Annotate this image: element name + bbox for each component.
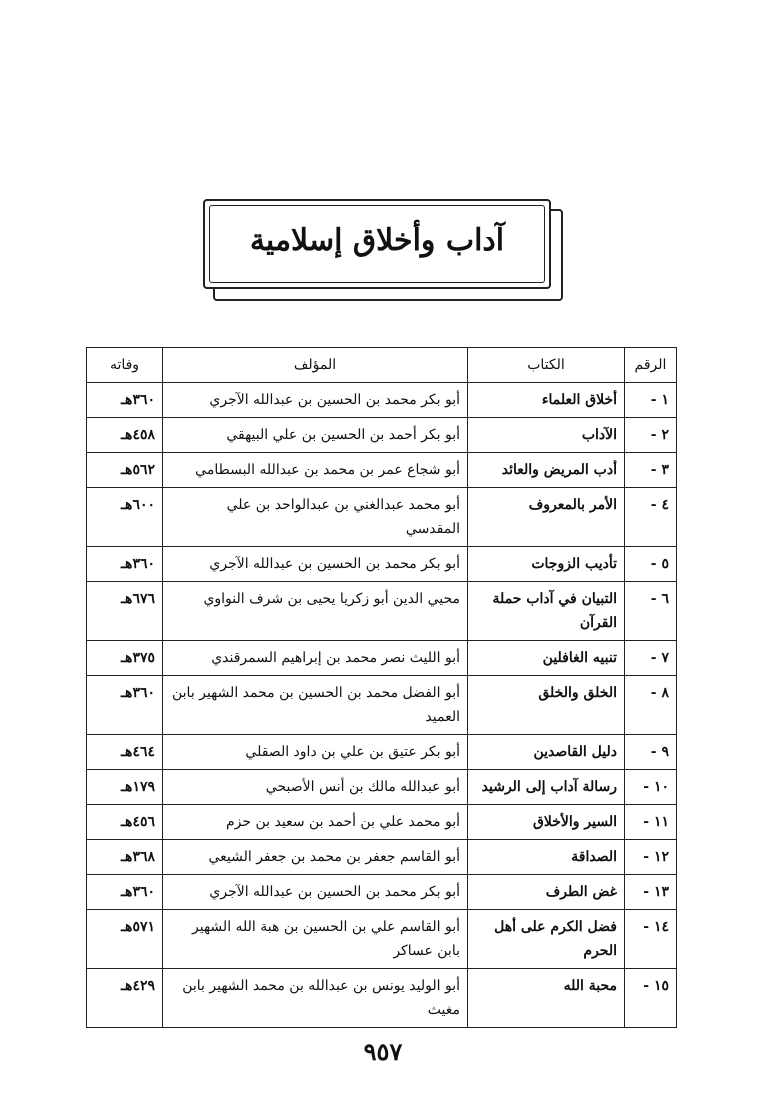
book-title: الصداقة [468, 840, 625, 875]
table-row [87, 453, 677, 488]
row-number: ٦ - [625, 582, 677, 641]
table-row [87, 641, 677, 676]
death-year: ٤٥٦هـ [87, 805, 163, 840]
book-title: دليل القاصدين [468, 735, 625, 770]
table-row [87, 770, 677, 805]
death-year: ٤٦٤هـ [87, 735, 163, 770]
row-number: ١ - [625, 383, 677, 418]
death-year: ٣٦٠هـ [87, 383, 163, 418]
header-author: المؤلف [163, 348, 468, 383]
death-year: ٣٦٠هـ [87, 676, 163, 735]
page-number: ٩٥٧ [363, 1037, 403, 1066]
row-number: ٣ - [625, 453, 677, 488]
header-death: وفاته [87, 348, 163, 383]
book-title: السير والأخلاق [468, 805, 625, 840]
author-name: أبو عبدالله مالك بن أنس الأصبحي [163, 770, 468, 805]
section-title: آداب وأخلاق إسلامية [249, 223, 505, 258]
table-header-row [87, 348, 677, 383]
author-name: أبو بكر أحمد بن الحسين بن علي البيهقي [163, 418, 468, 453]
death-year: ٤٥٨هـ [87, 418, 163, 453]
death-year: ٥٦٢هـ [87, 453, 163, 488]
row-number: ١٠ - [625, 770, 677, 805]
author-name: أبو بكر عتيق بن علي بن داود الصقلي [163, 735, 468, 770]
death-year: ٣٦٨هـ [87, 840, 163, 875]
book-title: أخلاق العلماء [468, 383, 625, 418]
death-year: ٤٢٩هـ [87, 969, 163, 1028]
book-title: الآداب [468, 418, 625, 453]
book-title: غض الطرف [468, 875, 625, 910]
row-number: ١٣ - [625, 875, 677, 910]
row-number: ٧ - [625, 641, 677, 676]
death-year: ٦٧٦هـ [87, 582, 163, 641]
book-title: تنبيه الغافلين [468, 641, 625, 676]
book-title: فضل الكرم على أهل الحرم [468, 910, 625, 969]
author-name: أبو القاسم جعفر بن محمد بن جعفر الشيعي [163, 840, 468, 875]
table-row [87, 418, 677, 453]
books-table [86, 347, 677, 1028]
author-name: أبو الليث نصر محمد بن إبراهيم السمرقندي [163, 641, 468, 676]
row-number: ١٥ - [625, 969, 677, 1028]
book-title: الأمر بالمعروف [468, 488, 625, 547]
author-name: أبو بكر محمد بن الحسين بن عبدالله الآجري [163, 383, 468, 418]
book-title: أدب المريض والعائد [468, 453, 625, 488]
book-title: تأديب الزوجات [468, 547, 625, 582]
row-number: ١٤ - [625, 910, 677, 969]
row-number: ٢ - [625, 418, 677, 453]
row-number: ٥ - [625, 547, 677, 582]
author-name: أبو الفضل محمد بن الحسين بن محمد الشهير بابن العميد [163, 676, 468, 735]
author-name: محيي الدين أبو زكريا يحيى بن شرف النواوي [163, 582, 468, 641]
table-row [87, 910, 677, 969]
row-number: ١٢ - [625, 840, 677, 875]
row-number: ٤ - [625, 488, 677, 547]
table-row [87, 969, 677, 1028]
title-frame-box [203, 199, 551, 289]
section-title-frame [203, 199, 561, 299]
table-row [87, 735, 677, 770]
author-name: أبو بكر محمد بن الحسين بن عبدالله الآجري [163, 875, 468, 910]
row-number: ٨ - [625, 676, 677, 735]
header-book: الكتاب [468, 348, 625, 383]
book-title: التبيان في آداب حملة القرآن [468, 582, 625, 641]
author-name: أبو الوليد يونس بن عبدالله بن محمد الشهير بابن مغيث [163, 969, 468, 1028]
row-number: ١١ - [625, 805, 677, 840]
death-year: ٦٠٠هـ [87, 488, 163, 547]
death-year: ٣٦٠هـ [87, 875, 163, 910]
table-row [87, 582, 677, 641]
death-year: ٣٧٥هـ [87, 641, 163, 676]
death-year: ٣٦٠هـ [87, 547, 163, 582]
table-row [87, 875, 677, 910]
death-year: ١٧٩هـ [87, 770, 163, 805]
row-number: ٩ - [625, 735, 677, 770]
header-number: الرقم [625, 348, 677, 383]
table-row [87, 383, 677, 418]
author-name: أبو محمد علي بن أحمد بن سعيد بن حزم [163, 805, 468, 840]
book-title: رسالة آداب إلى الرشيد [468, 770, 625, 805]
book-title: الخلق والخلق [468, 676, 625, 735]
table-row [87, 676, 677, 735]
table-row [87, 840, 677, 875]
death-year: ٥٧١هـ [87, 910, 163, 969]
book-title: محبة الله [468, 969, 625, 1028]
author-name: أبو شجاع عمر بن محمد بن عبدالله البسطامي [163, 453, 468, 488]
author-name: أبو محمد عبدالغني بن عبدالواحد بن علي المقدسي [163, 488, 468, 547]
table-row [87, 547, 677, 582]
table-row [87, 805, 677, 840]
table-row [87, 488, 677, 547]
author-name: أبو بكر محمد بن الحسين بن عبدالله الآجري [163, 547, 468, 582]
author-name: أبو القاسم علي بن الحسين بن هبة الله الشهير بابن عساكر [163, 910, 468, 969]
